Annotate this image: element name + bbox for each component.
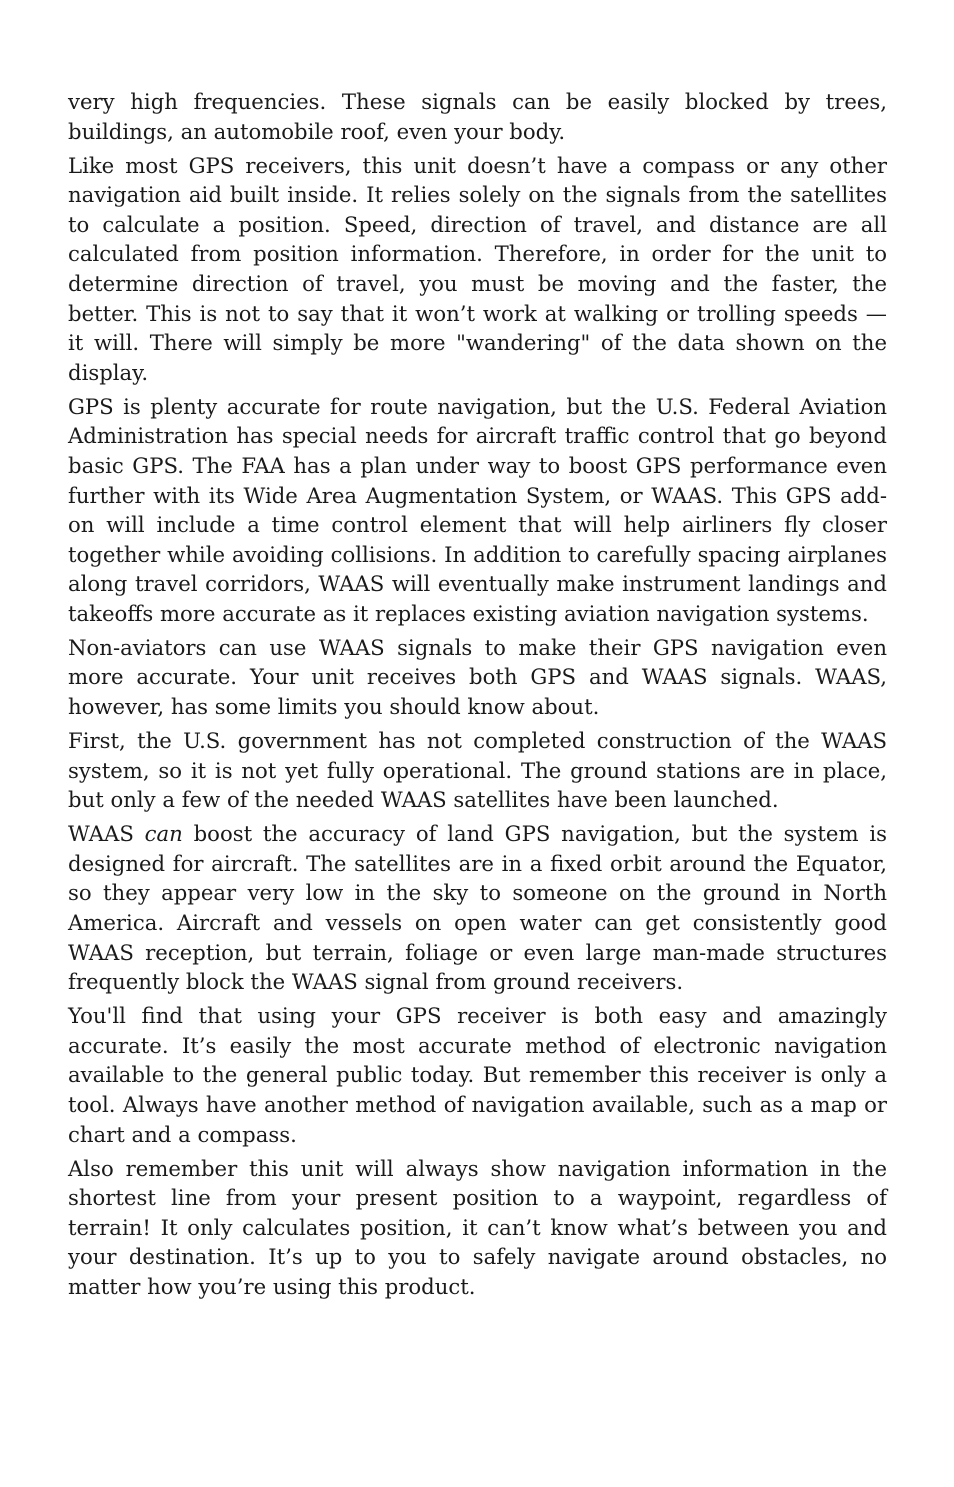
waas-prefix-text: WAAS	[68, 821, 145, 847]
paragraph-waas-aircraft	[68, 819, 887, 997]
paragraph-shortest-line: Also remember this unit will always show navigation information in the shortest line from your present position to a waypoint, regardless of terrain! It only calculates position, it can’t know what’s between you and your destination. It’s up to you to safely navigate around obstacles, no matter how you’re using this product.	[68, 1155, 887, 1299]
paragraph-no-compass: Like most GPS receivers, this unit doesn’t have a compass or any other navigation aid built inside. It relies solely on the signals from the satellites to calculate a position. Speed, direction of travel, and distance are all calculated from position information. Therefore, in order for the unit to determine direction of travel, you must be moving and the faster, the better. This is not to say that it won’t work at walking or trolling speeds — it will. There will simply be more "wandering" of the data shown on the display.	[68, 152, 887, 385]
paragraph-waas-limits: First, the U.S. government has not completed construction of the WAAS system, so it is not yet fully operational. The ground stations are in place, but only a few of the needed WAAS satellites have been launched.	[68, 728, 887, 813]
paragraph-accuracy-tool: You'll find that using your GPS receiver is both easy and amazingly accurate. It’s easily the most accurate method of electronic navigation available to the general public today. But remember this receiver is only a tool. Always have another method of navigation available, such as a map or chart and a compass.	[68, 1003, 887, 1147]
emphasis-can: can	[144, 821, 183, 847]
waas-body-text: boost the accuracy of land GPS navigation, but the system is designed for aircraft. The satellites are in a fixed orbit around the Equator, so they appear very low in the sky to someone on the ground in North America. Aircraft and vessels on open water can get consistently good WAAS reception, but terrain, foliage or even large man-made structures frequently block the WAAS signal from ground receivers.	[68, 821, 887, 995]
paragraph-signal-blocking: very high frequencies. These signals can be easily blocked by trees, buildings, an automobile roof, even your body.	[68, 89, 887, 144]
document-page	[68, 87, 887, 1306]
paragraph-non-aviators: Non-aviators can use WAAS signals to make their GPS navigation even more accurate. Your unit receives both GPS and WAAS signals. WAAS, however, has some limits you should know about.	[68, 634, 887, 720]
paragraph-faa-waas: GPS is plenty accurate for route navigation, but the U.S. Federal Aviation Administration has special needs for aircraft traffic control that go beyond basic GPS. The FAA has a plan under way to boost GPS performance even further with its Wide Area Augmentation System, or WAAS. This GPS add-on will include a time control element that will help airliners fly closer together while avoiding collisions. In addition to carefully spacing airplanes along travel corridors, WAAS will eventually make instrument landings and takeoffs more accurate as it replaces existing aviation navigation systems.	[68, 393, 887, 626]
